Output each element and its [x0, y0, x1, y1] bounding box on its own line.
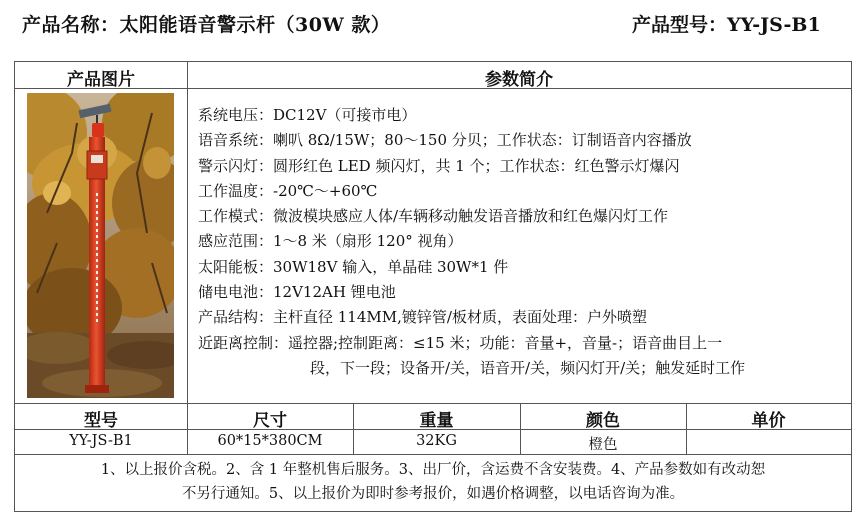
spec-remote-control-cont: 段，下一段；设备开/关，语音开/关，频闪灯开/关；触发延时工作	[310, 358, 746, 377]
photo-header: 产品图片	[67, 70, 135, 90]
spec-sensing-range: 感应范围：1～8 米（扇形 120° 视角）	[198, 232, 463, 251]
row-divider	[15, 403, 851, 404]
params-header: 参数简介	[485, 70, 553, 90]
spec-audio-system: 语音系统：喇叭 8Ω/15W；80～150 分贝；工作状态：订制语音内容播放	[198, 131, 692, 150]
spec-warning-light: 警示闪灯：圆形红色 LED 频闪灯，共 1 个；工作状态：红色警示灯爆闪	[198, 156, 680, 175]
cell-color: 橙色	[588, 437, 618, 453]
col-header-price: 单价	[751, 411, 786, 431]
cell-weight: 32KG	[416, 433, 457, 449]
spec-solar-panel: 太阳能板：30W18V 输入，单晶硅 30W*1 件	[198, 257, 509, 276]
col-header-color: 颜色	[586, 411, 620, 431]
product-photo	[27, 93, 174, 398]
cell-model: YY-JS-B1	[69, 433, 133, 449]
product-model-title: 产品型号：YY-JS-B1	[632, 14, 821, 36]
col-header-weight: 重量	[419, 411, 454, 431]
cell-size: 60*15*380CM	[217, 433, 323, 449]
product-spec-table	[14, 61, 852, 512]
spec-battery: 储电电池：12V12AH 锂电池	[198, 283, 396, 302]
notes	[15, 458, 851, 506]
spec-system-voltage: 系统电压：DC12V（可接市电）	[198, 106, 417, 124]
spec-list	[198, 103, 848, 381]
spec-remote-control: 近距离控制：遥控器;控制距离：≤15 米；功能：音量+，音量-；语音曲目上一	[198, 333, 723, 352]
col-header-model: 型号	[84, 411, 118, 431]
note-line-2: 不另行通知。5、以上报价为即时参考报价，如遇价格调整，以电话咨询为准。	[181, 486, 685, 502]
spec-operating-temp: 工作温度：-20℃～+60℃	[198, 181, 378, 200]
col-header-size: 尺寸	[253, 411, 287, 431]
spec-working-mode: 工作模式：微波模块感应人体/车辆移动触发语音播放和红色爆闪灯工作	[198, 207, 669, 226]
spec-structure: 产品结构：主杆直径 114MM,镀锌管/板材质，表面处理：户外喷塑	[198, 308, 647, 327]
product-name-title: 产品名称：太阳能语音警示杆（30W 款）	[22, 14, 391, 36]
row-divider	[15, 454, 851, 455]
column-divider	[187, 62, 188, 403]
note-line-1: 1、以上报价含税。2、含 1 年整机售后服务。3、出厂价，含运费不含安装费。4、产品参数如有改动恕	[100, 462, 766, 478]
